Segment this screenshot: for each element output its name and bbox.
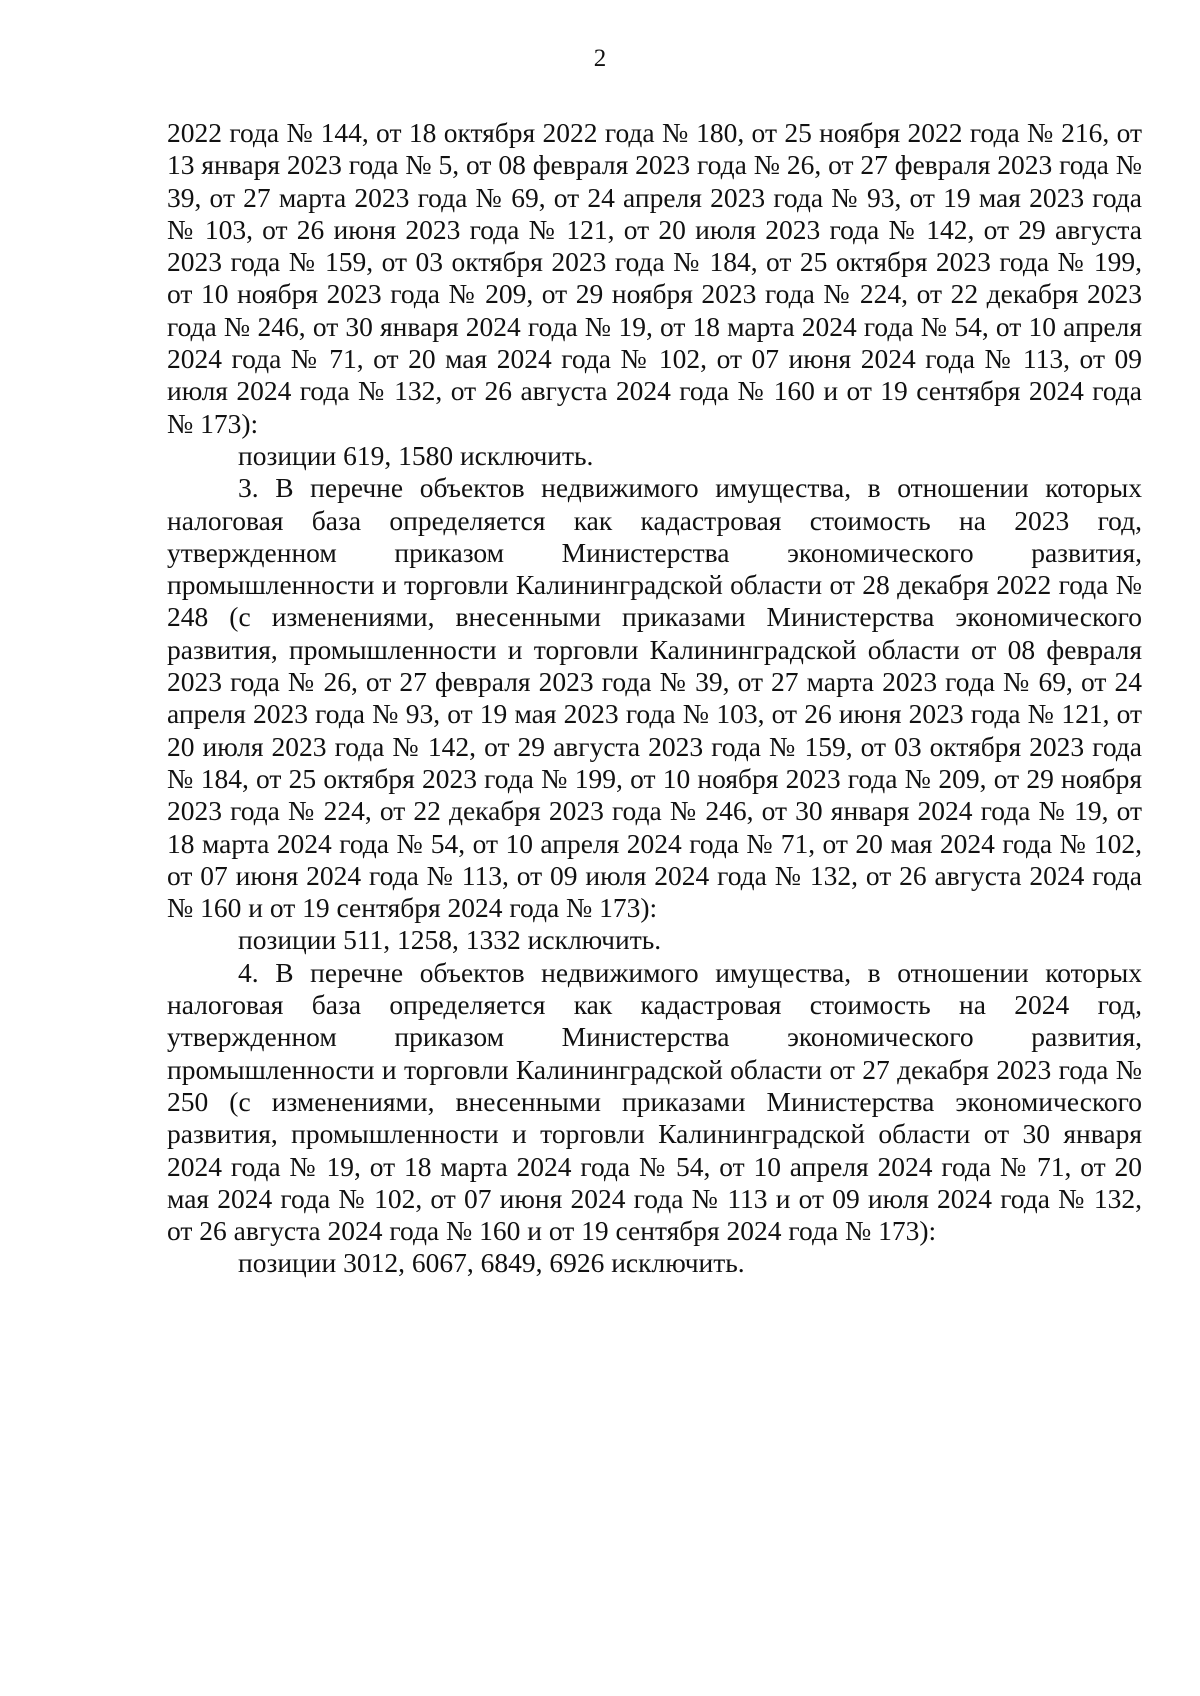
paragraph-continuation: 2022 года № 144, от 18 октября 2022 года № 180, от 25 ноября 2022 года № 216, от 13 января 2023 года № 5, от 08 февраля 2023 года № 26, от 27 февраля 2023 года № 39, от 27 марта 2023 года № 69, от 24 апреля 2023 года № 93, от 19 мая 2023 года № 103, от 26 июня 2023 года № 121, от 20 июля 2023 года № 142, от 29 августа 2023 года № 159, от 03 октября 2023 года № 184, от 25 октября 2023 года № 199, от 10 ноября 2023 года № 209, от 29 ноября 2023 года № 224, от 22 декабря 2023 года № 246, от 30 января 2024 года № 19, от 18 марта 2024 года № 54, от 10 апреля 2024 года № 71, от 20 мая 2024 года № 102, от 07 июня 2024 года № 113, от 09 июля 2024 года № 132, от 26 августа 2024 года № 160 и от 19 сентября 2024 года № 173): xyxy=(167,117,1142,439)
paragraph-item-4: 4. В перечне объектов недвижимого имущества, в отношении которых налоговая база определяется как кадастровая стоимость на 2024 год, утвержденном приказом Министерства экономического развития, промышленности и торговли Калининградской области от 27 декабря 2023 года № 250 (с изменениями, внесенными приказами Министерства экономического развития, промышленности и торговли Калининградской области от 30 января 2024 года № 19, от 18 марта 2024 года № 54, от 10 апреля 2024 года № 71, от 20 мая 2024 года № 102, от 07 июня 2024 года № 113 и от 09 июля 2024 года № 132, от 26 августа 2024 года № 160 и от 19 сентября 2024 года № 173): xyxy=(167,956,1142,1247)
paragraph-exclude-positions-3: позиции 511, 1258, 1332 исключить. xyxy=(238,924,662,956)
paragraph-item-3: 3. В перечне объектов недвижимого имущества, в отношении которых налоговая база определяется как кадастровая стоимость на 2023 год, утвержденном приказом Министерства экономического развития, промышленности и торговли Калининградской области от 28 декабря 2022 года № 248 (с изменениями, внесенными приказами Министерства экономического развития, промышленности и торговли Калининградской области от 08 февраля 2023 года № 26, от 27 февраля 2023 года № 39, от 27 марта 2023 года № 69, от 24 апреля 2023 года № 93, от 19 мая 2023 года № 103, от 26 июня 2023 года № 121, от 20 июля 2023 года № 142, от 29 августа 2023 года № 159, от 03 октября 2023 года № 184, от 25 октября 2023 года № 199, от 10 ноября 2023 года № 209, от 29 ноября 2023 года № 224, от 22 декабря 2023 года № 246, от 30 января 2024 года № 19, от 18 марта 2024 года № 54, от 10 апреля 2024 года № 71, от 20 мая 2024 года № 102, от 07 июня 2024 года № 113, от 09 июля 2024 года № 132, от 26 августа 2024 года № 160 и от 19 сентября 2024 года № 173): xyxy=(167,472,1142,924)
page-number: 2 xyxy=(593,45,607,72)
paragraph-exclude-positions-4: позиции 3012, 6067, 6849, 6926 исключить. xyxy=(238,1247,745,1279)
paragraph-exclude-positions-2: позиции 619, 1580 исключить. xyxy=(238,439,594,471)
document-body xyxy=(167,117,1142,1280)
